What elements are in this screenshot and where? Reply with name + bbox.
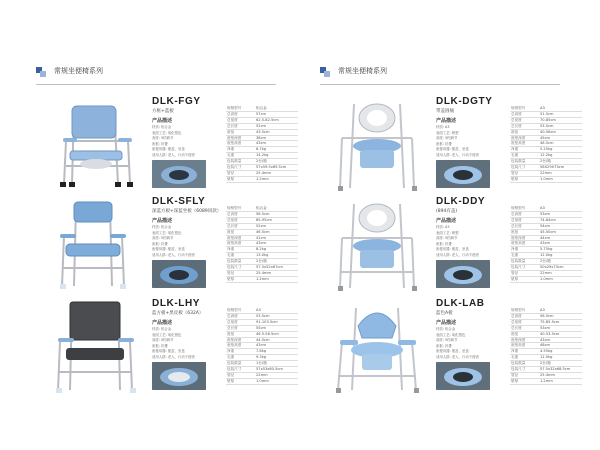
commode-chair-blue-image <box>36 96 146 196</box>
spec-key: 包装数量 <box>226 159 255 165</box>
seat-detail-image <box>152 260 206 288</box>
spec-value: 52cm <box>255 223 298 229</box>
spec-value: 40-53.5cm <box>539 331 582 337</box>
spec-row <box>226 176 298 182</box>
header-divider <box>320 84 560 85</box>
spec-value: 45-50cm <box>539 229 582 235</box>
product-subtitle: 带盖圆桶 <box>436 109 454 114</box>
feature-item: 材质: 铝合金 <box>152 125 172 129</box>
feature-item: 座框: 折叠 <box>152 141 168 146</box>
spec-key: 包装数量 <box>226 361 255 367</box>
description-heading: 产品描述 <box>436 218 457 224</box>
spec-key: 规格型号 <box>510 106 539 111</box>
spec-value: 2台/箱 <box>539 159 582 165</box>
spec-value: 54cm <box>539 223 582 229</box>
spec-value: 5.75kg <box>539 247 582 253</box>
spec-value: 铝合金 <box>255 206 298 211</box>
spec-table <box>226 308 298 385</box>
spec-key: 座垫高度 <box>510 343 539 349</box>
spec-value: 57cm <box>255 111 298 117</box>
spec-value: 56.5cm <box>255 211 298 217</box>
spec-value: 43cm <box>255 241 298 247</box>
feature-item: 高度: 5档调节 <box>152 338 174 343</box>
spec-key: 座垫高度 <box>226 241 255 247</box>
spec-value: 48.5cm <box>539 141 582 147</box>
spec-key: 壁厚 <box>510 176 539 182</box>
spec-value: 12.2kg <box>539 153 582 159</box>
product-subtitle: 蓝方板+黑皮板（632A） <box>152 311 204 316</box>
spec-key: 座垫深度 <box>510 337 539 343</box>
spec-key: 规格型号 <box>226 308 255 313</box>
spec-value: 1.0mm <box>539 276 582 282</box>
spec-value: 48cm <box>539 343 582 349</box>
spec-key: 包装数量 <box>226 259 255 265</box>
spec-value: A3 <box>539 308 582 313</box>
spec-key: 总长度 <box>510 123 539 129</box>
product-subtitle: 深蓝方板+深蓝坐板（6089同款） <box>152 209 222 214</box>
feature-item: 表面工艺: 喷塑 <box>436 230 459 235</box>
spec-key: 总长度 <box>226 325 255 331</box>
spec-key: 座垫深度 <box>510 135 539 141</box>
spec-value: 75-85.5cm <box>539 319 582 325</box>
spec-key: 总高度 <box>226 211 255 217</box>
seat-detail-image <box>152 362 206 390</box>
spec-key: 毛重 <box>510 153 539 159</box>
feature-item: 适用人群: 老人、行动不便者 <box>152 252 195 257</box>
feature-item: 座框: 折叠 <box>436 343 452 348</box>
spec-row <box>510 176 582 182</box>
feature-item: 表面工艺: 氧化银色 <box>152 332 182 337</box>
product-model: DLK-DGTY <box>436 96 493 107</box>
feature-item: 材质: 铝合金 <box>152 225 172 229</box>
spec-key: 座垫深度 <box>226 135 255 141</box>
feature-item: 座便用器: 便盆、坐盖 <box>436 247 469 252</box>
spec-key: 管径 <box>226 372 255 378</box>
description-heading: 产品描述 <box>436 118 457 124</box>
feature-item: 材质: 铝合金 <box>152 327 172 331</box>
spec-value: 85-95cm <box>255 217 298 223</box>
header-divider <box>36 84 276 85</box>
spec-value: 1.0mm <box>539 176 582 182</box>
spec-value: 53cm <box>539 211 582 217</box>
spec-value: 53.5cm <box>255 313 298 319</box>
spec-key: 总高度 <box>510 111 539 117</box>
spec-row <box>510 378 582 384</box>
spec-value: 1.0mm <box>255 378 298 384</box>
spec-value: 44.5cm <box>255 337 298 343</box>
spec-value: 8.2kg <box>255 247 298 253</box>
spec-value: 2台/箱 <box>255 259 298 265</box>
spec-key: 规格型号 <box>226 206 255 211</box>
spec-key: 壁厚 <box>510 378 539 384</box>
product-model: DLK-LHY <box>152 298 201 309</box>
spec-key: 包装数量 <box>510 159 539 165</box>
product-model: DLK-DDY <box>436 196 486 207</box>
spec-value: 13.0kg <box>255 253 298 259</box>
spec-value: 56.5cm <box>539 313 582 319</box>
feature-item: 座便用器: 便盆、坐盖 <box>152 247 185 252</box>
feature-item: 座便用器: 便盆、坐盖 <box>436 147 469 152</box>
spec-key: 管径 <box>226 270 255 276</box>
spec-key: 总高度 <box>510 211 539 217</box>
steel-commode-chair-image <box>320 96 430 196</box>
spec-key: 座宽 <box>510 129 539 135</box>
feature-item: 适用人群: 老人、行动不便者 <box>436 252 479 257</box>
product-model: DLK-FGY <box>152 96 201 107</box>
description-heading: 产品描述 <box>152 218 173 224</box>
header-square-accent-icon <box>324 71 330 77</box>
spec-value: 4.55kg <box>539 349 582 355</box>
spec-value: 62.5-82.5cm <box>255 117 298 123</box>
feature-item: 座框: 折叠 <box>152 241 168 246</box>
spec-key: 座宽 <box>510 229 539 235</box>
spec-value: 57x53x60.5cm <box>255 367 298 373</box>
product-model: DLK-SFLY <box>152 196 206 207</box>
spec-key: 管径 <box>510 372 539 378</box>
feature-item: 座框: 折叠 <box>436 141 452 146</box>
product-card <box>36 298 296 398</box>
spec-row <box>510 276 582 282</box>
spec-key: 座宽 <box>510 331 539 337</box>
seat-detail-image <box>436 160 490 188</box>
spec-key: 包装尺寸 <box>510 265 539 271</box>
feature-item: 材质: A3 <box>436 125 450 129</box>
spec-value: 22mm <box>255 372 298 378</box>
spec-key: 毛重 <box>226 153 255 159</box>
spec-value: 12.0kg <box>539 253 582 259</box>
spec-value: 53cm <box>539 325 582 331</box>
spec-value: A3 <box>539 206 582 211</box>
spec-key: 座垫高度 <box>226 343 255 349</box>
spec-value: 43.5cm <box>255 129 298 135</box>
spec-key: 总高度 <box>510 313 539 319</box>
feature-item: 适用人群: 老人、行动不便者 <box>436 152 479 157</box>
aluminum-commode-chair-image <box>320 298 430 398</box>
spec-key: 总长度 <box>510 223 539 229</box>
description-heading: 产品描述 <box>436 320 457 326</box>
spec-value: 2台/箱 <box>539 361 582 367</box>
spec-key: 规格型号 <box>226 106 255 111</box>
spec-key: 座垫高度 <box>510 241 539 247</box>
header-square-accent-icon <box>40 71 46 77</box>
spec-value: 7.8kg <box>255 349 298 355</box>
spec-value: 38cm <box>255 135 298 141</box>
spec-key: 包装尺寸 <box>226 367 255 373</box>
feature-item: 高度: 5档调节 <box>436 136 458 141</box>
spec-value: 1.2mm <box>539 378 582 384</box>
product-subtitle: 方框+蓝板 <box>152 109 174 114</box>
spec-key: 总宽度 <box>226 117 255 123</box>
spec-key: 座垫高度 <box>510 141 539 147</box>
spec-key: 净重 <box>510 349 539 355</box>
feature-item: 表面工艺: 氧化银色 <box>152 230 182 235</box>
spec-value: 46.5cm <box>255 229 298 235</box>
feature-item: 适用人群: 老人、行动不便者 <box>152 152 195 157</box>
spec-table <box>510 308 582 385</box>
section-title: 常规坐便椅系列 <box>338 67 387 75</box>
product-card <box>320 298 580 398</box>
product-card <box>320 96 580 196</box>
spec-key: 座垫高度 <box>226 141 255 147</box>
spec-value: 1.2mm <box>255 176 298 182</box>
spec-value: 2台/箱 <box>539 259 582 265</box>
spec-key: 毛重 <box>226 253 255 259</box>
spec-key: 壁厚 <box>226 378 255 384</box>
spec-key: 净重 <box>226 349 255 355</box>
spec-value: A3 <box>539 106 582 111</box>
spec-value: 43cm <box>255 141 298 147</box>
feature-item: 表面工艺: 喷塑 <box>436 130 459 135</box>
spec-value: 57.5x52x67cm <box>255 265 298 271</box>
spec-table <box>226 106 298 183</box>
spec-value: 46.5-56.5cm <box>255 331 298 337</box>
commode-chair-black-image <box>36 298 146 398</box>
spec-key: 包装尺寸 <box>510 367 539 373</box>
spec-value: 43cm <box>539 337 582 343</box>
feature-item: 座便用器: 便盆、坐盖 <box>152 349 185 354</box>
steel-commode-chair-image <box>320 196 430 296</box>
spec-key: 包装数量 <box>510 259 539 265</box>
spec-key: 座宽 <box>226 229 255 235</box>
spec-value: 53.5cm <box>539 123 582 129</box>
description-heading: 产品描述 <box>152 320 173 326</box>
spec-key: 壁厚 <box>510 276 539 282</box>
feature-item: 座框: 折叠 <box>152 343 168 348</box>
spec-row <box>226 378 298 384</box>
spec-key: 净重 <box>510 147 539 153</box>
spec-key: 座宽 <box>226 331 255 337</box>
spec-value: 25.4mm <box>539 372 582 378</box>
spec-key: 总宽度 <box>226 319 255 325</box>
feature-item: 座便用器: 便盆、坐盖 <box>436 349 469 354</box>
description-heading: 产品描述 <box>152 118 173 124</box>
spec-key: 净重 <box>226 147 255 153</box>
spec-key: 总高度 <box>226 313 255 319</box>
right-page <box>300 0 600 450</box>
spec-value: 5.25kg <box>539 147 582 153</box>
spec-value: 57x59.5x69.5cm <box>255 165 298 171</box>
spec-key: 包装尺寸 <box>510 165 539 171</box>
product-model: DLK-LAB <box>436 298 485 309</box>
spec-key: 管径 <box>226 170 255 176</box>
seat-detail-image <box>436 362 490 390</box>
spec-key: 总宽度 <box>510 319 539 325</box>
spec-value: 14.2kg <box>255 153 298 159</box>
spec-key: 壁厚 <box>226 276 255 282</box>
spec-key: 包装尺寸 <box>226 265 255 271</box>
spec-value: 22mm <box>539 270 582 276</box>
spec-value: 56X29X73cm <box>539 165 582 171</box>
product-subtitle: (894有盖) <box>436 209 458 214</box>
spec-key: 净重 <box>510 247 539 253</box>
spec-value: 50x29x73cm <box>539 265 582 271</box>
spec-value: 6.7kg <box>255 147 298 153</box>
spec-value: 55cm <box>255 325 298 331</box>
feature-item: 座框: 折叠 <box>436 241 452 246</box>
feature-item: 适用人群: 老人、行动不便者 <box>152 354 195 359</box>
spec-key: 座垫深度 <box>510 235 539 241</box>
product-subtitle: 蓝色A板 <box>436 311 453 316</box>
spec-value: 74-84cm <box>539 217 582 223</box>
spec-value: 25.4mm <box>255 170 298 176</box>
spec-value: 51.5cm <box>539 111 582 117</box>
spec-key: 总高度 <box>226 111 255 117</box>
spec-value: 铝合金 <box>255 106 298 111</box>
spec-key: 总长度 <box>510 325 539 331</box>
feature-item: 表面工艺: 氧化银色 <box>436 332 466 337</box>
seat-detail-image <box>436 260 490 288</box>
spec-key: 总宽度 <box>226 217 255 223</box>
commode-chair-deep-blue-image <box>36 196 146 296</box>
spec-key: 管径 <box>510 270 539 276</box>
feature-item: 高度: 5档调节 <box>152 136 174 141</box>
feature-item: 材质: A3 <box>436 225 450 229</box>
spec-key: 规格型号 <box>510 206 539 211</box>
spec-row <box>226 276 298 282</box>
spec-value: 44cm <box>539 235 582 241</box>
spec-value: 43cm <box>255 343 298 349</box>
spec-key: 座宽 <box>226 129 255 135</box>
spec-value: 45cm <box>539 135 582 141</box>
spec-key: 壁厚 <box>226 176 255 182</box>
spec-table <box>510 106 582 183</box>
spec-table <box>226 206 298 283</box>
spec-value: A3 <box>255 308 298 313</box>
spec-key: 包装数量 <box>510 361 539 367</box>
spec-table <box>510 206 582 283</box>
spec-key: 包装尺寸 <box>226 165 255 171</box>
spec-value: 1台/箱 <box>255 361 298 367</box>
spec-value: 52cm <box>255 123 298 129</box>
spec-key: 座垫深度 <box>226 235 255 241</box>
feature-item: 高度: 5档调节 <box>436 338 458 343</box>
spec-value: 1.2mm <box>255 276 298 282</box>
feature-item: 适用人群: 老人、行动不便者 <box>436 354 479 359</box>
spec-key: 毛重 <box>510 355 539 361</box>
seat-detail-image <box>152 160 206 188</box>
feature-item: 材质: 铝合金 <box>436 327 456 331</box>
spec-key: 总宽度 <box>510 217 539 223</box>
feature-item: 高度: 5档调节 <box>152 236 174 241</box>
spec-value: 43cm <box>539 241 582 247</box>
spec-value: 40-56cm <box>539 129 582 135</box>
section-title: 常规坐便椅系列 <box>54 67 103 75</box>
spec-key: 总长度 <box>226 223 255 229</box>
spec-key: 总宽度 <box>510 117 539 123</box>
spec-value: 9.3kg <box>255 355 298 361</box>
product-card <box>36 196 296 296</box>
spec-value: 57.5x32x68.5cm <box>539 367 582 373</box>
spec-value: 25.4mm <box>255 270 298 276</box>
spec-value: 2台/箱 <box>255 159 298 165</box>
spec-value: 11.5kg <box>539 355 582 361</box>
feature-item: 座便用器: 便盆、坐盖 <box>152 147 185 152</box>
spec-key: 规格型号 <box>510 308 539 313</box>
spec-key: 毛重 <box>226 355 255 361</box>
feature-item: 高度: 5档调节 <box>436 236 458 241</box>
spec-key: 座垫深度 <box>226 337 255 343</box>
spec-value: 91-103.5cm <box>255 319 298 325</box>
product-card <box>36 96 296 196</box>
product-card <box>320 196 580 296</box>
spec-value: 70-85cm <box>539 117 582 123</box>
spec-value: 41cm <box>255 235 298 241</box>
spec-key: 毛重 <box>510 253 539 259</box>
spec-value: 22mm <box>539 170 582 176</box>
spec-key: 总长度 <box>226 123 255 129</box>
spec-key: 净重 <box>226 247 255 253</box>
spec-key: 管径 <box>510 170 539 176</box>
feature-item: 表面工艺: 氧化银色 <box>152 130 182 135</box>
